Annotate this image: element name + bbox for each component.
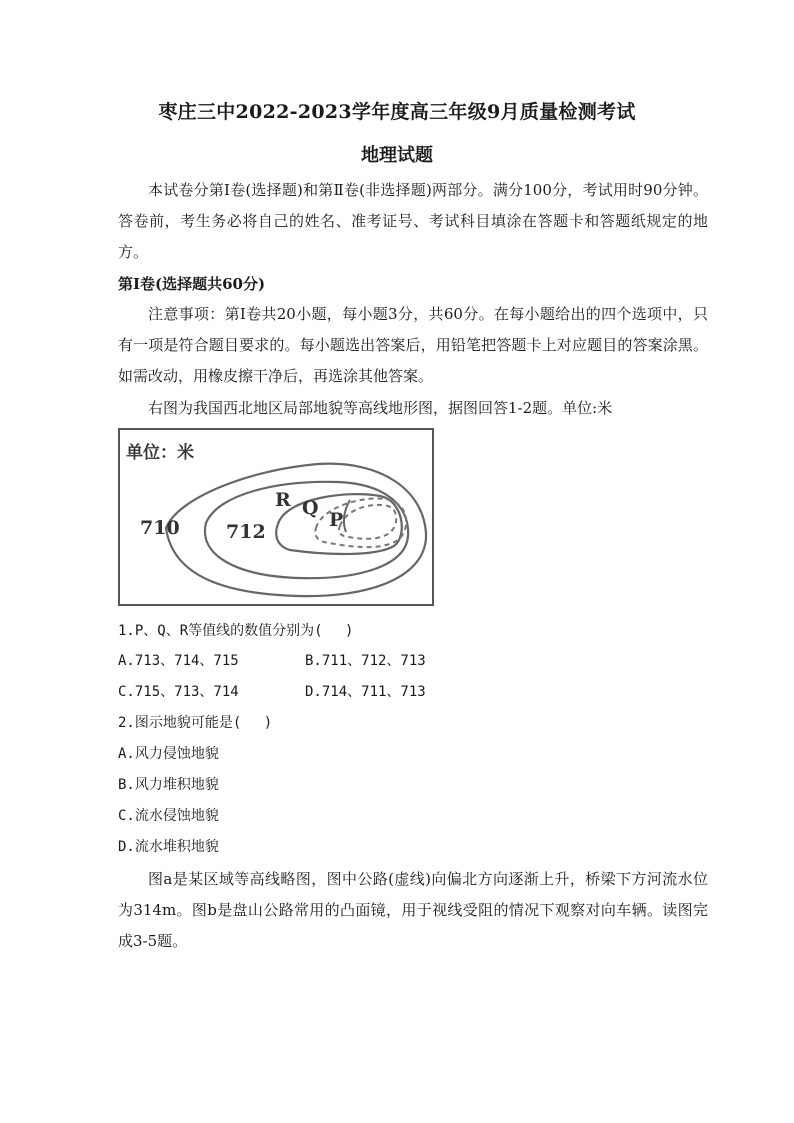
page-subtitle: 地理试题 (361, 145, 433, 166)
intro-paragraph: 本试卷分第Ⅰ卷(选择题)和第Ⅱ卷(非选择题)两部分。满分100分，考试用时90分钟。答卷前，考生务必将自己的姓名、准考证号、考试科目填涂在答题卡和答题纸规定的地方。 (118, 181, 708, 261)
contour-map-figure (118, 428, 434, 606)
q1-option-c: C.715、713、714 (118, 684, 239, 700)
q2-option-c: C.流水侵蚀地貌 (118, 808, 219, 824)
section-heading: 第Ⅰ卷(选择题共60分) (118, 275, 266, 293)
label-r: R (275, 489, 291, 511)
figure-intro: 右图为我国西北地区局部地貌等高线地形图，据图回答1-2题。单位:米 (148, 399, 613, 417)
q2-option-b: B.风力堆积地貌 (118, 777, 219, 793)
figure-unit-label: 单位：米 (126, 443, 194, 463)
passage-paragraph: 图a是某区域等高线略图，图中公路(虚线)向偏北方向逐渐上升，桥梁下方河流水位为314m。图b是盘山公路常用的凸面镜，用于视线受阻的情况下观察对向车辆。读图完成3-5题。 (118, 870, 708, 950)
q1-stem: 1.P、Q、R等值线的数值分别为( ) (118, 623, 354, 639)
label-710: 710 (140, 517, 180, 539)
q1-option-d: D.714、711、713 (305, 684, 426, 700)
q2-stem: 2.图示地貌可能是( ) (118, 715, 273, 731)
label-p: P (329, 509, 344, 531)
q1-option-a: A.713、714、715 (118, 653, 239, 669)
q1-option-b: B.711、712、713 (305, 653, 426, 669)
page-title: 枣庄三中2022-2023学年度高三年级9月质量检测考试 (158, 101, 636, 123)
q2-option-d: D.流水堆积地貌 (118, 839, 219, 855)
q2-option-a: A.风力侵蚀地貌 (118, 746, 219, 762)
notice-paragraph: 注意事项：第Ⅰ卷共20小题，每小题3分，共60分。在每小题给出的四个选项中，只有一项是符合题目要求的。每小题选出答案后，用铅笔把答题卡上对应题目的答案涂黑。如需改动，用橡皮擦干净后，再选涂其他答案。 (118, 305, 708, 385)
label-712: 712 (226, 521, 266, 543)
label-q: Q (302, 497, 319, 519)
